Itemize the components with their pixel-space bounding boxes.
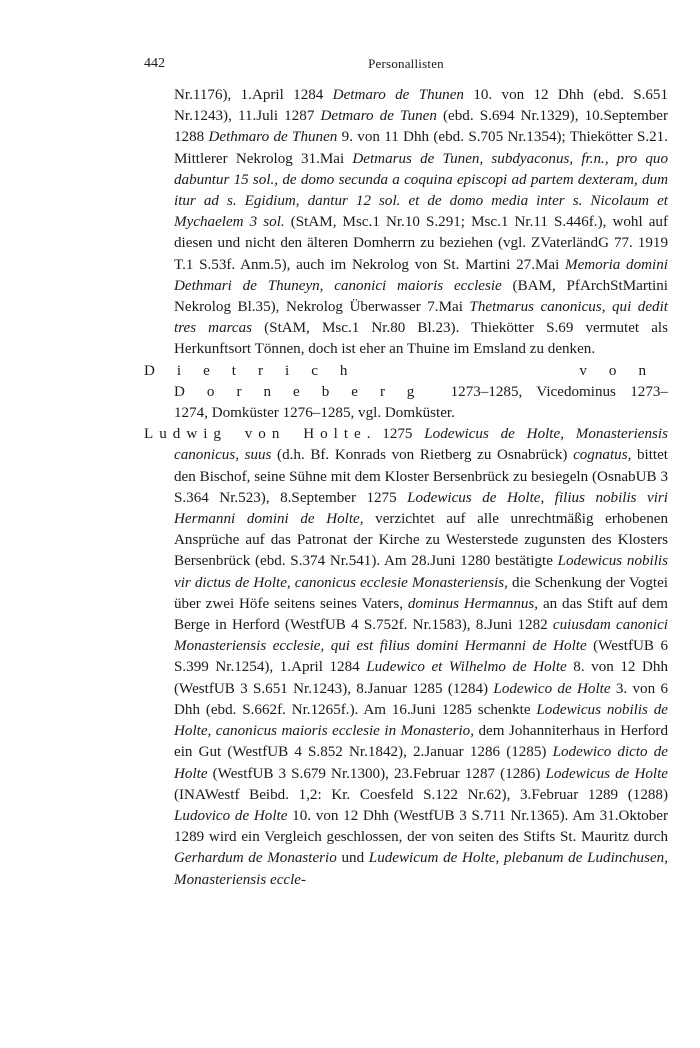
text-segment: (WestfUB 6 S.399 Nr.1254), 1.April 1284: [174, 638, 668, 676]
text-segment: 1273–1285, Vicedominus 1273–1274, Domküster 1276–1285, vgl. Domküster.: [174, 383, 668, 422]
latin-quotation: Ludewicum de Holte, plebanum de Ludinchusen, Monasteriensis eccle-: [174, 850, 668, 888]
latin-quotation: Lodewicus de Holte, filius nobilis viri Hermanni domini de Holte,: [174, 489, 668, 528]
latin-quotation: Memoria domini Dethmari de Thuneyn, canonici maioris ecclesie: [174, 256, 668, 294]
latin-quotation: cognatus,: [573, 447, 632, 464]
entry-name-part: Ludwig: [144, 426, 227, 443]
text-segment: 10. von 12 Dhh (WestfUB 3 S.711 Nr.1365). Am 31.Oktober 1289 wird ein Vergleich geschlossen, der von seiten des Stifts St. Mauritz durch: [174, 807, 668, 846]
latin-quotation: Lodewicus nobilis vir dictus de Holte, canonicus ecclesie Monasteriensis,: [174, 553, 668, 591]
latin-quotation: Lodewico dicto de Holte: [174, 744, 668, 782]
entry-name-part: Dietrich: [144, 362, 370, 379]
text-segment: 10. von 12 Dhh (ebd. S.651 Nr.1243), 11.Juli 1287: [174, 87, 668, 125]
text-segment: (BAM, PfArchStMartini Nekrolog Bl.35), Nekrolog Überwasser 7.Mai: [174, 277, 668, 316]
text-segment: die Schenkung der Vogtei über zwei Höfe seitens seines Vaters,: [174, 574, 669, 612]
text-segment: bittet den Bischof, seine Sühne mit dem Kloster Bersenbrück zu besiegeln (OsnabUB 3 S.364 Nr.523), 8.September 1275: [174, 447, 668, 506]
latin-quotation: Detmaro de Thunen: [332, 87, 464, 103]
text-segment: dem Johanniterhaus in Herford ein Gut (WestfUB 4 S.852 Nr.1842), 2.Januar 1286 (1285): [174, 723, 668, 761]
entry-name-part: von: [369, 362, 668, 379]
entry-ludwig-von-holte: [144, 424, 668, 890]
text-segment: 9. von 11 Dhh (ebd. S.705 Nr.1354); Thiekötter S.21. Mittlerer Nekrolog 31.Mai: [174, 129, 668, 167]
entry-dietrich-von-dorneberg: [144, 361, 668, 425]
text-segment: (d.h. Bf. Konrads von Rietberg zu Osnabrück): [271, 447, 574, 464]
latin-quotation: cuiusdam canonici Monasteriensis ecclesie, qui est filius domini Hermanni de Holte: [174, 617, 668, 655]
latin-quotation: Thetmarus canonicus, qui dedit tres marcas: [174, 299, 668, 337]
latin-quotation: Lodewico de Holte: [493, 680, 611, 697]
latin-quotation: Lodewicus de Holte: [545, 765, 668, 782]
running-title: Personallisten: [368, 56, 444, 71]
latin-quotation: Ludovico de Holte: [174, 807, 288, 824]
entry-name-part: von: [226, 426, 304, 443]
text-segment: verzichtet auf alle unrechtmäßig erhobenen Ansprüche auf das Patronat der Kirche zu Westerstede zugunsten des Klosters Bersenbrück (ebd. S.374 Nr.541). Am 28.Juni 1280 bestätigte: [174, 511, 668, 570]
entry-thunen-continuation: [144, 85, 668, 361]
text-segment: (WestfUB 3 S.679 Nr.1300), 23.Februar 1287 (1286): [207, 765, 546, 782]
text-segment: und: [336, 850, 369, 867]
text-segment: (StAM, Msc.1 Nr.80 Bl.23). Thiekötter S.69 vermutet als Herkunftsort Tönnen, doch ist eher an Thuine im Emsland zu denken.: [174, 320, 668, 358]
page-header: [144, 56, 668, 76]
page-number: 442: [144, 56, 165, 71]
entry-name-part: Dorneberg: [174, 383, 437, 400]
text-segment: Nr.1176), 1.April 1284: [174, 87, 333, 103]
text-segment: (ebd. S.694 Nr.1329), 10.September 1288: [174, 108, 668, 146]
latin-quotation: Dethmaro de Thunen: [208, 129, 338, 146]
latin-quotation: Lodewicus de Holte, Monasteriensis canonicus, suus: [174, 426, 668, 464]
text-segment: 8. von 12 Dhh (WestfUB 3 S.651 Nr.1243), 8.Januar 1285 (1284): [174, 659, 668, 697]
text-segment: (INAWestf Beibd. 1,2: Kr. Coesfeld S.122 Nr.62), 3.Februar 1289 (1288): [174, 786, 668, 803]
entry-name-part: Holte: [303, 426, 367, 443]
text-segment: 3. von 6 Dhh (ebd. S.662f. Nr.1265f.). Am 16.Juni 1285 schenkte: [174, 680, 669, 718]
text-segment: an das Stift auf dem Berge in Herford (WestfUB 4 S.752f. Nr.1583), 8.Juni 1282: [174, 595, 669, 634]
body-text: [144, 85, 668, 891]
latin-quotation: Detmarus de Tunen, subdyaconus, fr.n., pro quo dabuntur 15 sol., de domo secunda a coquina episcopi ad partem dexteram, dum itur ad s. Egidium, dantur 12 sol. et de domo media inter s. Nicolaum et Mychaelem 3 sol.: [174, 150, 669, 231]
text-segment: (StAM, Msc.1 Nr.10 S.291; Msc.1 Nr.11 S.446f.), wohl auf diesen und nicht den älteren Domherrn zu beziehen (vgl. ZVaterländG 77. 1919 T.1 S.53f. Anm.5), auch im Nekrolog von St. Martini 27.Mai: [174, 214, 669, 273]
latin-quotation: Gerhardum de Monasterio: [174, 850, 337, 867]
latin-quotation: Ludewico et Wilhelmo de Holte: [366, 659, 567, 676]
latin-quotation: Detmaro de Tunen: [320, 108, 437, 125]
text-segment: . 1275: [366, 426, 425, 443]
latin-quotation: Lodewicus nobilis de Holte, canonicus maioris ecclesie in Monasterio,: [174, 701, 668, 740]
latin-quotation: dominus Hermannus,: [407, 595, 539, 612]
